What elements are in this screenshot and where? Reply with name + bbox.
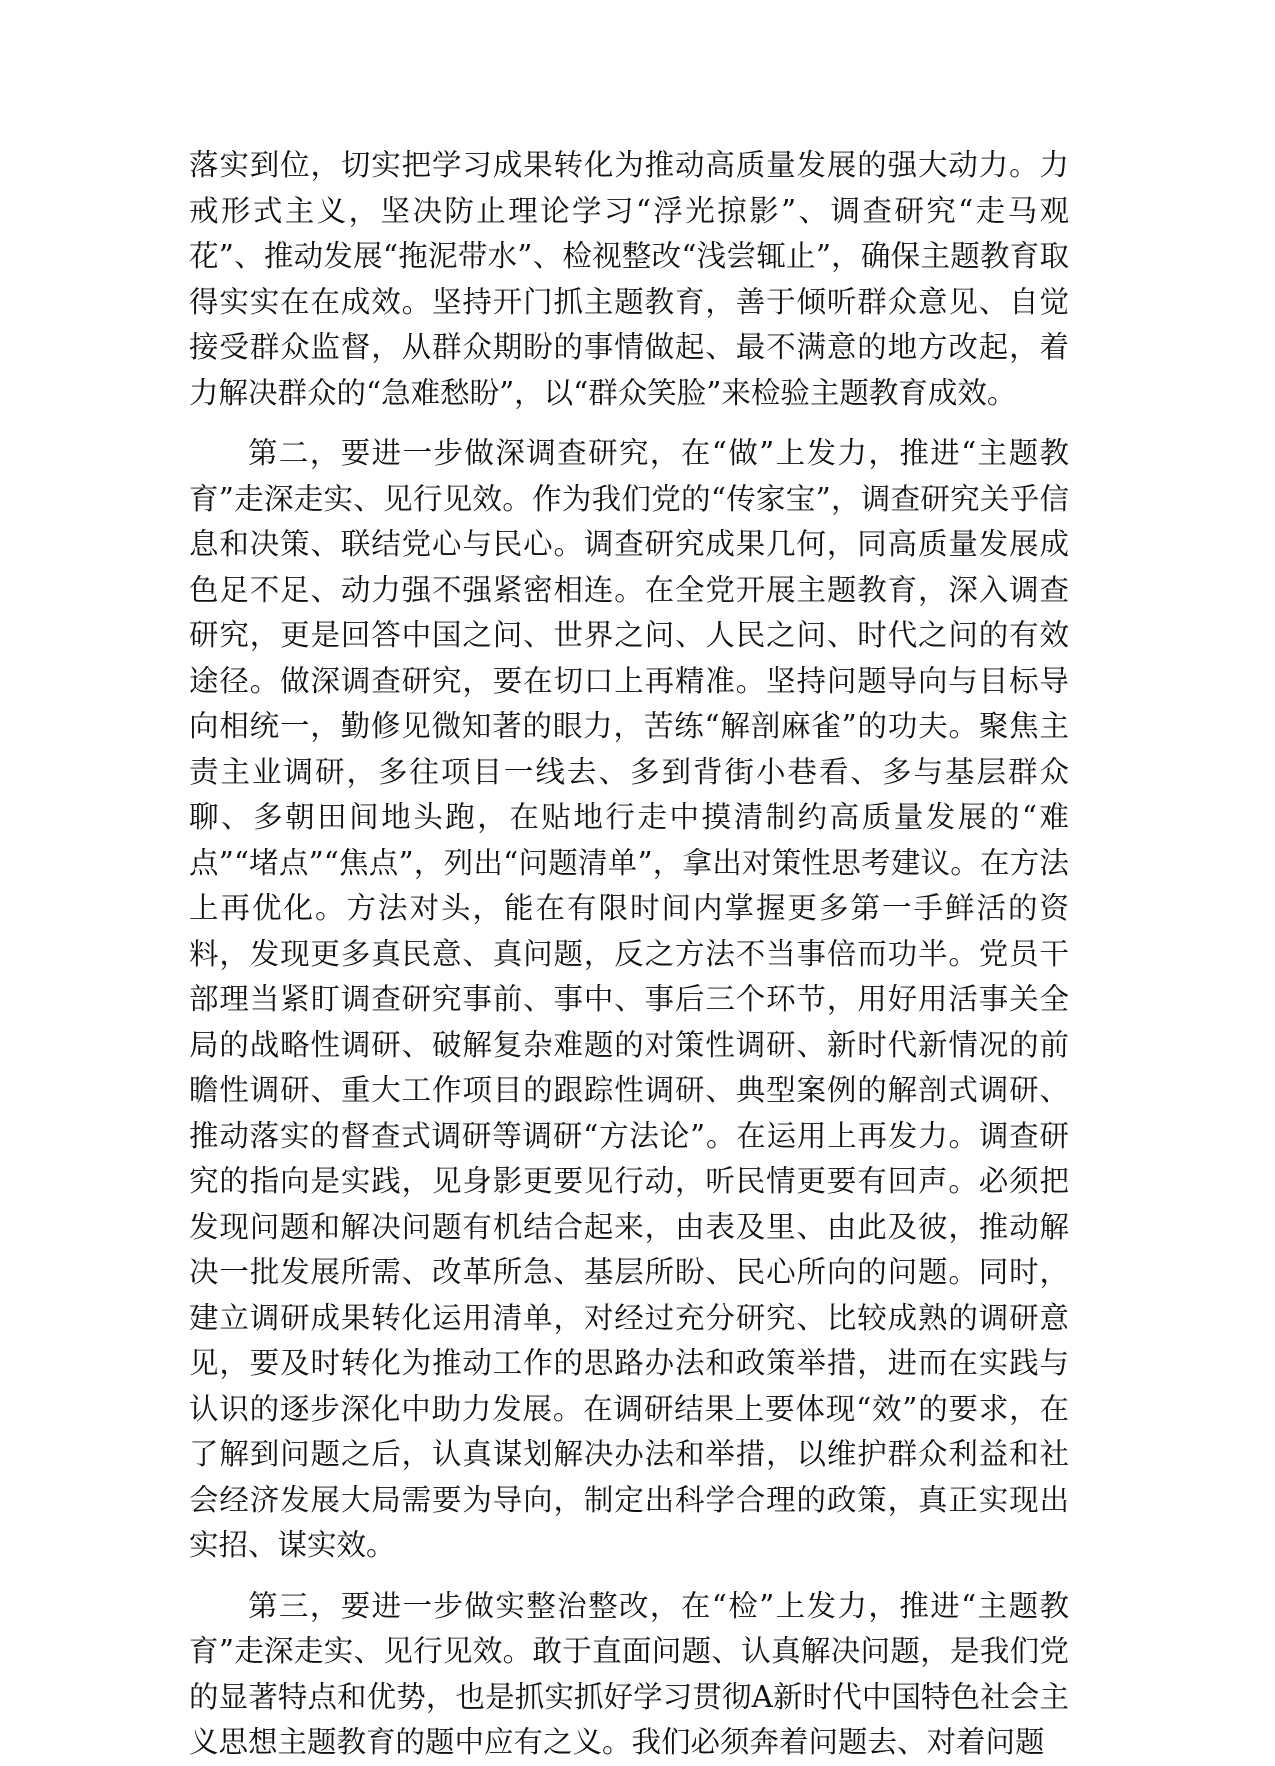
document-body bbox=[189, 143, 1069, 1766]
paragraph-third-point: 第三，要进一步做实整治整改，在“检”上发力，推进“主题教育”走深走实、见行见效。敢于直面问题、认真解决问题，是我们党的显著特点和优势，也是抓实抓好学习贯彻A新时代中国特色社会主义思想主题教育的题中应有之义。我们必须奔着问题去、对着问题 bbox=[189, 1588, 1069, 1759]
paragraph-continuation: 落实到位，切实把学习成果转化为推动高质量发展的强大动力。力戒形式主义，坚决防止理论学习“浮光掠影”、调查研究“走马观花”、推动发展“拖泥带水”、检视整改“浅尝辄止”，确保主题教育取得实实在在成效。坚持开门抓主题教育，善于倾听群众意见、自觉接受群众监督，从群众期盼的事情做起、最不满意的地方改起，着力解决群众的“急难愁盼”，以“群众笑脸”来检验主题教育成效。 bbox=[189, 148, 1069, 410]
paragraph-second-point: 第二，要进一步做深调查研究，在“做”上发力，推进“主题教育”走深走实、见行见效。作为我们党的“传家宝”，调查研究关乎信息和决策、联结党心与民心。调查研究成果几何，同高质量发展成色足不足、动力强不强紧密相连。在全党开展主题教育，深入调查研究，更是回答中国之问、世界之问、人民之问、时代之问的有效途径。做深调查研究，要在切口上再精准。坚持问题导向与目标导向相统一，勤修见微知著的眼力，苦练“解剖麻雀”的功夫。聚焦主责主业调研，多往项目一线去、多到背街小巷看、多与基层群众聊、多朝田间地头跑，在贴地行走中摸清制约高质量发展的“难点”“堵点”“焦点”，列出“问题清单”，拿出对策性思考建议。在方法上再优化。方法对头，能在有限时间内掌握更多第一手鲜活的资料，发现更多真民意、真问题，反之方法不当事倍而功半。党员干部理当紧盯调查研究事前、事中、事后三个环节，用好用活事关全局的战略性调研、破解复杂难题的对策性调研、新时代新情况的前瞻性调研、重大工作项目的跟踪性调研、典型案例的解剖式调研、推动落实的督查式调研等调研“方法论”。在运用上再发力。调查研究的指向是实践，见身影更要见行动，听民情更要有回声。必须把发现问题和解决问题有机结合起来，由表及里、由此及彼，推动解决一批发展所需、改革所急、基层所盼、民心所向的问题。同时，建立调研成果转化运用清单，对经过充分研究、比较成熟的调研意见，要及时转化为推动工作的思路办法和政策举措，进而在实践与认识的逐步深化中助力发展。在调研结果上要体现“效”的要求，在了解到问题之后，认真谋划解决办法和举措，以维护群众利益和社会经济发展大局需要为导向，制定出科学合理的政策，真正实现出实招、谋实效。 bbox=[189, 436, 1069, 1562]
